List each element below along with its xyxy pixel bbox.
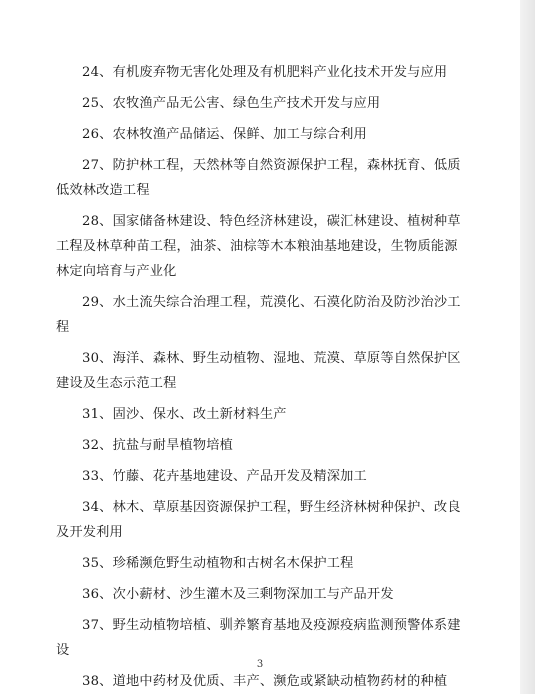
page-edge-shadow	[520, 0, 535, 694]
list-item: 32、抗盐与耐旱植物培植	[82, 438, 234, 453]
list-item: 37、野生动植物培植、驯养繁育基地及疫源疫病监测预警体系建设	[56, 618, 461, 658]
list-item: 29、水土流失综合治理工程，荒漠化、石漠化防治及防沙治沙工程	[56, 295, 461, 335]
list-item: 27、防护林工程，天然林等自然资源保护工程，森林抚育、低质低效林改造工程	[56, 158, 461, 198]
list-item: 28、国家储备林建设、特色经济林建设，碳汇林建设、植树种草工程及林草种苗工程，油茶、油棕等木本粮油基地建设，生物质能源林定向培育与产业化	[56, 214, 461, 279]
list-item: 31、固沙、保水、改土新材料生产	[82, 407, 287, 422]
list-item: 35、珍稀濒危野生动植物和古树名木保护工程	[82, 556, 354, 571]
list-item: 38、道地中药材及优质、丰产、濒危或紧缺动植物药材的种植	[82, 674, 448, 689]
page-number: 3	[256, 659, 264, 670]
list-item: 30、海洋、森林、野生动植物、湿地、荒漠、草原等自然保护区建设及生态示范工程	[56, 351, 461, 391]
list-item: 34、林木、草原基因资源保护工程，野生经济林树种保护、改良及开发利用	[56, 500, 461, 540]
list-item: 26、农林牧渔产品储运、保鲜、加工与综合利用	[82, 127, 367, 142]
catalog-list	[56, 60, 464, 700]
list-item: 25、农牧渔产品无公害、绿色生产技术开发与应用	[82, 96, 381, 111]
list-item: 33、竹藤、花卉基地建设、产品开发及精深加工	[82, 469, 367, 484]
list-item: 24、有机废弃物无害化处理及有机肥料产业化技术开发与应用	[82, 65, 448, 80]
list-item: 36、次小薪材、沙生灌木及三剩物深加工与产品开发	[82, 587, 394, 602]
